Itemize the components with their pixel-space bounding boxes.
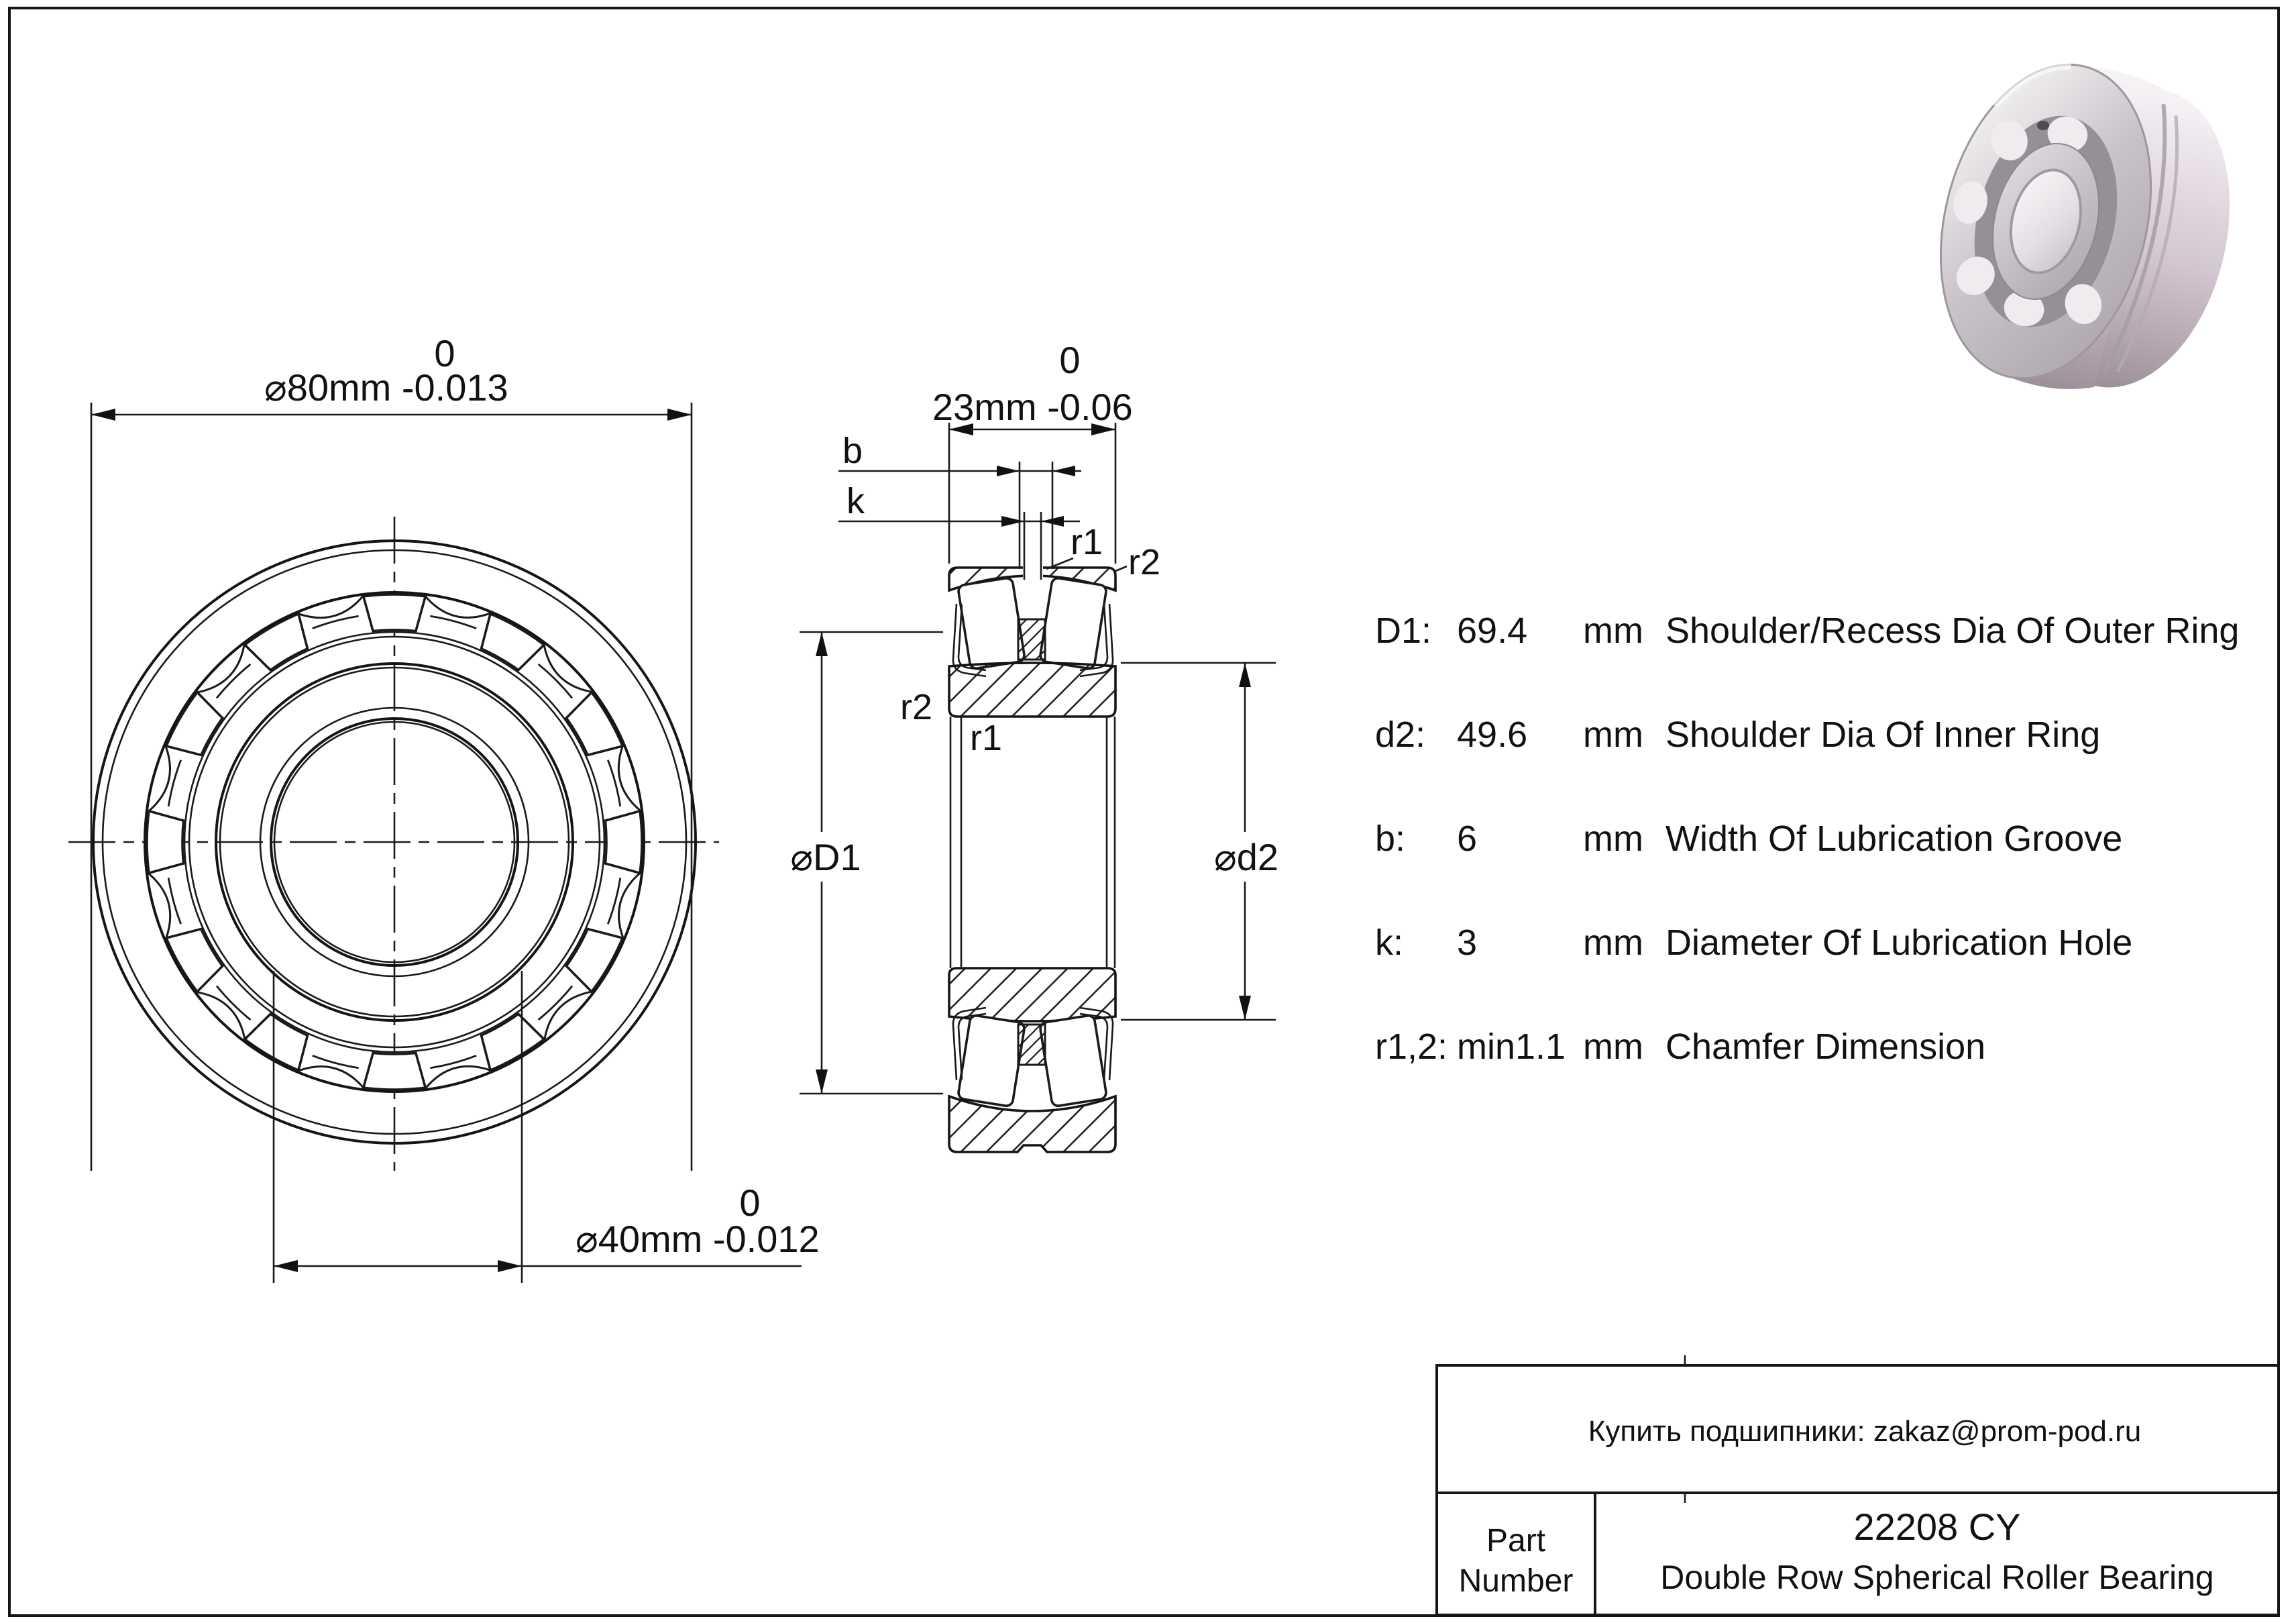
chamfer-r1-bottom-label: r1	[970, 718, 1003, 758]
width-tolerance-upper: 0	[1059, 339, 1081, 381]
part-description: Double Row Spherical Roller Bearing	[1660, 1559, 2214, 1596]
part-number-label-line2: Number	[1458, 1563, 1574, 1599]
spec-desc: Shoulder/Recess Dia Of Outer Ring	[1665, 611, 2240, 651]
d1-dimension-label: ⌀D1	[790, 836, 861, 878]
bore-tolerance-upper: 0	[739, 1182, 761, 1224]
roller-top-left	[958, 577, 1026, 669]
lubrication-hole	[1023, 562, 1043, 581]
spec-label: b:	[1375, 819, 1406, 859]
spec-unit: mm	[1583, 923, 1643, 963]
width-dimension-text: 23mm -0.06	[932, 386, 1133, 428]
chamfer-r2-left-label: r2	[900, 687, 933, 727]
groove-width-label: b	[842, 431, 863, 471]
spec-row-d2	[1375, 715, 2100, 755]
spec-label: D1:	[1375, 611, 1432, 651]
render-lube-hole-dot	[2037, 121, 2049, 130]
spec-row-r12	[1375, 1027, 1985, 1067]
chamfer-r1-top-label: r1	[1071, 522, 1103, 562]
spec-unit: mm	[1583, 611, 1643, 651]
spec-label: r1,2:	[1375, 1027, 1448, 1067]
part-number-label-line1: Part	[1486, 1523, 1546, 1559]
guide-flange-top	[1018, 619, 1045, 660]
spec-value: 3	[1457, 923, 1478, 963]
inner-ring-bottom-section	[949, 968, 1115, 1021]
part-number-value: 22208 CY	[1853, 1506, 2021, 1548]
bore-dimension-text: ⌀40mm -0.012	[576, 1218, 820, 1260]
spec-label: d2:	[1375, 715, 1426, 755]
spec-unit: mm	[1583, 1027, 1643, 1067]
roller-bottom-left	[958, 1014, 1026, 1106]
spec-value: 49.6	[1457, 715, 1528, 755]
chamfer-r2-top-label: r2	[1128, 542, 1161, 582]
spec-label: k:	[1375, 923, 1404, 963]
inner-ring-top-section	[949, 663, 1115, 717]
od-dimension-text: ⌀80mm -0.013	[264, 366, 508, 409]
spec-desc: Shoulder Dia Of Inner Ring	[1665, 715, 2101, 755]
spec-row-d1	[1375, 611, 2239, 651]
spec-desc: Chamfer Dimension	[1665, 1027, 1986, 1067]
spec-desc: Width Of Lubrication Groove	[1665, 819, 2123, 859]
spec-value: min1.1	[1457, 1027, 1566, 1067]
spec-desc: Diameter Of Lubrication Hole	[1665, 923, 2133, 963]
spec-value: 69.4	[1457, 611, 1528, 651]
guide-flange-bottom	[1018, 1025, 1045, 1065]
contact-text: Купить подшипники: zakaz@prom-pod.ru	[1588, 1415, 2142, 1448]
spec-unit: mm	[1583, 715, 1643, 755]
d2-dimension-label: ⌀d2	[1213, 836, 1279, 878]
spec-unit: mm	[1583, 819, 1643, 859]
spec-value: 6	[1457, 819, 1478, 859]
roller-bottom-right	[1040, 1014, 1107, 1106]
hole-diameter-label: k	[846, 481, 865, 521]
roller-top-right	[1040, 577, 1107, 669]
od-tolerance-upper: 0	[434, 332, 455, 374]
